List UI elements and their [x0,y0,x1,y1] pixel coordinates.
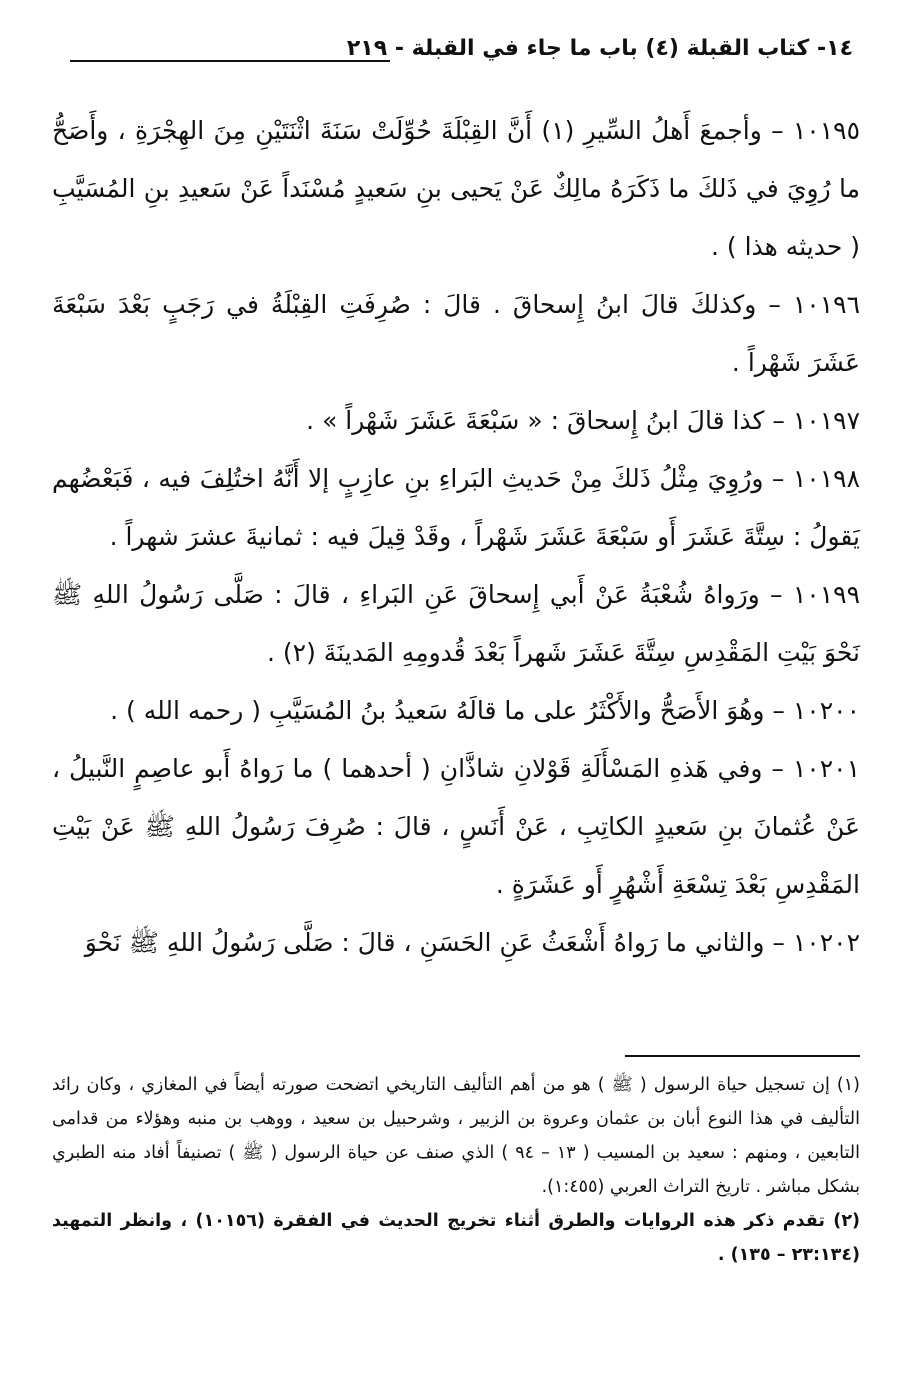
paragraph-10195: ١٠١٩٥ – وأجمعَ أَهلُ السِّيرِ (١) أَنَّ القِبْلَةَ حُوِّلَتْ سَنَةَ اثْنَتَيْنِ مِنَ الهِجْرَةِ ، وأَصَحُّ ما رُوِيَ في ذَلكَ ما ذَكَرَهُ مالِكٌ عَنْ يَحيى بنِ سَعيدٍ مُسْنَداً عَنْ سَعيدِ بنِ المُسَيَّبِ ( حديثه هذا ) . [52,116,861,261]
paragraph-10199: ١٠١٩٩ – ورَواهُ شُعْبَةُ عَنْ أَبي إِسحاقَ عَنِ البَراءِ ، قالَ : صَلَّى رَسُولُ اللهِ ﷺ نَحْوَ بَيْتِ المَقْدِسِ سِتَّةَ عَشَرَ شَهراً بَعْدَ قُدومِهِ المَدينَةَ (٢) . [52,580,860,667]
footnotes [52,1068,860,1272]
paragraph-10197: ١٠١٩٧ – كذا قالَ ابنُ إِسحاقَ : « سَبْعَةَ عَشَرَ شَهْراً » . [306,406,860,435]
header-rule [70,60,390,62]
paragraph-10196: ١٠١٩٦ – وكذلكَ قالَ ابنُ إِسحاقَ . قالَ : صُرِفَتِ القِبْلَةُ في رَجَبٍ بَعْدَ سَبْعَةَ عَشَرَ شَهْراً . [52,290,860,377]
main-text [52,102,860,972]
paragraph-10202: ١٠٢٠٢ – والثاني ما رَواهُ أَشْعَثُ عَنِ الحَسَنِ ، قالَ : صَلَّى رَسُولُ اللهِ ﷺ نَحْوَ [84,928,860,957]
paragraph-10200: ١٠٢٠٠ – وهُوَ الأَصَحُّ والأَكْثَرُ على ما قالَهُ سَعيدُ بنُ المُسَيَّبِ ( رحمه الله ) . [110,696,860,725]
footnote-2: (٢) تقدم ذكر هذه الروايات والطرق أثناء تخريج الحديث في الفقرة (١٠١٥٦) ، وانظر التمهيد (٢٣:١٣٤ – ١٣٥) . [52,1211,860,1265]
paragraph-10198: ١٠١٩٨ – ورُوِيَ مِثْلُ ذَلكَ مِنْ حَديثِ البَراءِ بنِ عازِبٍ إلا أَنَّهُ اختُلِفَ فيه ، فَبَعْضُهم يَقولُ : سِتَّةَ عَشَرَ أَو سَبْعَةَ عَشَرَ شَهْراً ، وقَدْ قِيلَ فيه : ثمانيةَ عشرَ شهراً . [52,464,860,551]
paragraph-10201: ١٠٢٠١ – وفي هَذهِ المَسْأَلَةِ قَوْلانِ شاذَّانِ ( أحدهما ) ما رَواهُ أَبو عاصِمٍ النَّبيلُ ، عَنْ عُثمانَ بنِ سَعيدٍ الكاتِبِ ، عَنْ أَنَسٍ ، قالَ : صُرِفَ رَسُولُ اللهِ ﷺ عَنْ بَيْتِ المَقْدِسِ بَعْدَ تِسْعَةِ أَشْهُرٍ أَو عَشَرَةٍ . [52,754,860,899]
running-header-title: ١٤- كتاب القبلة (٤) باب ما جاء في القبلة - ٢١٩ [346,36,853,61]
footnote-separator [625,1055,860,1057]
footnote-1: (١) إن تسجيل حياة الرسول ( ﷺ ) هو من أهم التأليف التاريخي اتضحت صورته أيضاً في المغازي ، وكان رائد التأليف في هذا النوع أبان بن عثمان وعروة بن الزبير ، وشرحبيل بن سعيد ، ووهب بن منبه وهؤلاء من قدامى التابعين ، ومنهم : سعيد بن المسيب ( ١٣ – ٩٤ ) الذي صنف عن حياة الرسول ( ﷺ ) تصنيفاً أفاد منه الطبري بشكل مباشر . تاريخ التراث العربي (١:٤٥٥). [52,1075,860,1197]
running-header [70,36,853,76]
